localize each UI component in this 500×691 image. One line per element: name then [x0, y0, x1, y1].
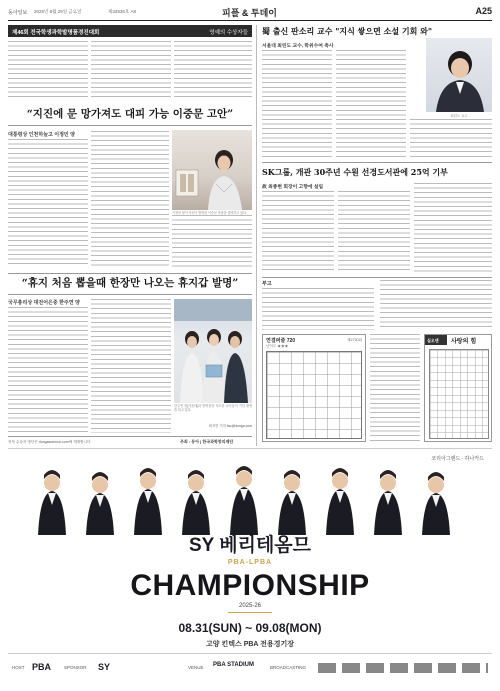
masthead [8, 6, 492, 20]
host-logo-pba-icon: PBA [32, 662, 52, 672]
intro-text-col-1 [8, 41, 88, 101]
ad-title-wrap [8, 535, 492, 557]
right-story1-photo-caption: 최린도 교수 [450, 114, 468, 118]
professor-portrait-illustration [426, 38, 492, 112]
right-rule-2 [262, 277, 492, 278]
player-lineup [8, 463, 492, 535]
intro-text-col-3 [174, 41, 252, 101]
story2-photo [174, 299, 252, 403]
photo-box [424, 334, 492, 442]
ad-title: SY 베리테옴므 [188, 535, 312, 556]
page-number: A25 [475, 6, 492, 16]
puzzle-level: 난이도 ★★★ [266, 344, 289, 348]
series-tag: 영예의 수상자들 [209, 29, 248, 36]
story1-headline: “지진에 문 망가져도 대피 가능 이중문 고안” [26, 108, 234, 120]
right-story2-subhead: 故 최종현 회장이 고향에 설립 [262, 185, 324, 190]
column-divider [256, 25, 257, 446]
photo-box-label: 실오앤 [427, 337, 439, 343]
story2-text-col-2 [91, 299, 171, 433]
broadcaster-logos [318, 663, 488, 673]
story1-photo-caption: 이정민 양이 자신이 발명한 이중문 작품을 설명하고 있다. [172, 211, 247, 215]
puzzle-issue: 제2730회 [347, 337, 362, 342]
story1-text-col-1 [8, 139, 88, 267]
masthead-rule [8, 20, 492, 21]
story2-photo-caption: 한주연 양(가운데)과 발명품을 지도한 교사들이 기념 촬영을 하고 있다. [174, 404, 252, 412]
story1-photo [172, 130, 252, 210]
story1-text-col-3 [172, 215, 252, 267]
story2-award: 국무총리상 대전어은중 한주연 양 [8, 300, 80, 306]
group-photo-illustration [174, 299, 252, 403]
right-story2-headline: SK그룹, 개관 30주년 수원 선경도서관에 25억 기부 [262, 167, 448, 177]
story2-text-col-1 [8, 307, 88, 433]
right-story1-photo [426, 38, 492, 112]
obituary-text-col-2 [380, 280, 492, 330]
photo-box-grid [429, 349, 489, 439]
right-story1-text-col-1 [262, 50, 332, 158]
story1-rule [8, 125, 252, 126]
ad-venue: 고양 킨텍스 PBA 전용경기장 [206, 641, 294, 648]
right-story2-text-col-3 [414, 183, 492, 273]
sponsor-label: SPONSOR [64, 665, 87, 670]
photo-box-title: 사랑의 힘 [451, 338, 477, 345]
pba-ad [8, 448, 492, 688]
issue-date: 2025년 8월 29일 금요일 [34, 9, 82, 14]
story2-byline: 최지연 기자 lwc@donga.com [208, 424, 252, 428]
puzzle-clues [370, 334, 420, 442]
right-story1-text-col-3 [410, 119, 492, 158]
obituary-label: 부고 [262, 281, 272, 287]
venue-label: VENUE [188, 665, 204, 670]
broadcasting-label: BROADCASTING [270, 665, 307, 670]
photo-box-label-bg [425, 335, 447, 345]
sponsor-logo-sy-icon: SY [98, 662, 111, 672]
ad-season-rule [228, 612, 272, 613]
story1-text-col-2 [91, 131, 169, 267]
section-title: 피플 & 투데이 [222, 8, 277, 18]
pba-stadium-logo: PBA STADIUM [213, 662, 254, 668]
players-illustration [8, 463, 492, 535]
right-rule-1 [262, 162, 492, 163]
story2-headline: “휴지 처음 뽑을때 한장만 나오는 휴지갑 발명” [21, 277, 239, 289]
story1-award: 대통령상 인천하늘고 이정민 양 [8, 132, 75, 138]
series-label: 제46회 전국학생과학발명품경진대회 [12, 29, 100, 36]
sponsor-strip-rule [8, 653, 492, 654]
right-story2-text-col-2 [338, 191, 410, 273]
sponsor-strip [8, 661, 492, 681]
ad-season: 2025-26 [238, 603, 262, 609]
left-sponsor: 주최 : 동아 | 한국과학창의재단 [180, 439, 234, 444]
host-label: HOST [12, 665, 25, 670]
left-footer-note: 전북 수상자 명단은 dongascience.com에 게재합니다 [8, 440, 91, 444]
student-with-model-illustration [172, 130, 252, 210]
puzzle-title: 연결퍼즐 720 [266, 338, 296, 344]
ad-championship: CHAMPIONSHIP [130, 569, 370, 602]
story2-rule [8, 294, 252, 295]
ad-top-brands: 코리아그랜드 · 하나카드 [431, 456, 484, 462]
issue-number: 제32936호 A8 [108, 9, 136, 14]
ad-league: PBA-LPBA [227, 559, 273, 566]
right-story1-text-col-2 [336, 50, 406, 158]
left-footer-rule [8, 436, 252, 437]
intro-text-col-2 [91, 41, 171, 101]
ad-dates: 08.31(SUN) ~ 09.08(MON) [178, 621, 322, 635]
puzzle-grid [266, 351, 362, 439]
story2-rule-top [8, 273, 252, 274]
paper-name: 동아일보 [8, 10, 28, 16]
right-story2-text-col-1 [262, 191, 334, 273]
obituary-text-col-1 [262, 288, 374, 330]
puzzle-box [262, 334, 366, 442]
right-story1-byline: 서울대 최린도 교수, 학위수여 축사 [262, 44, 334, 49]
series-banner [8, 25, 252, 37]
right-story1-headline: 蜀 출신 판소리 교수 "지식 쌓으면 소설 기회 와" [262, 26, 432, 36]
